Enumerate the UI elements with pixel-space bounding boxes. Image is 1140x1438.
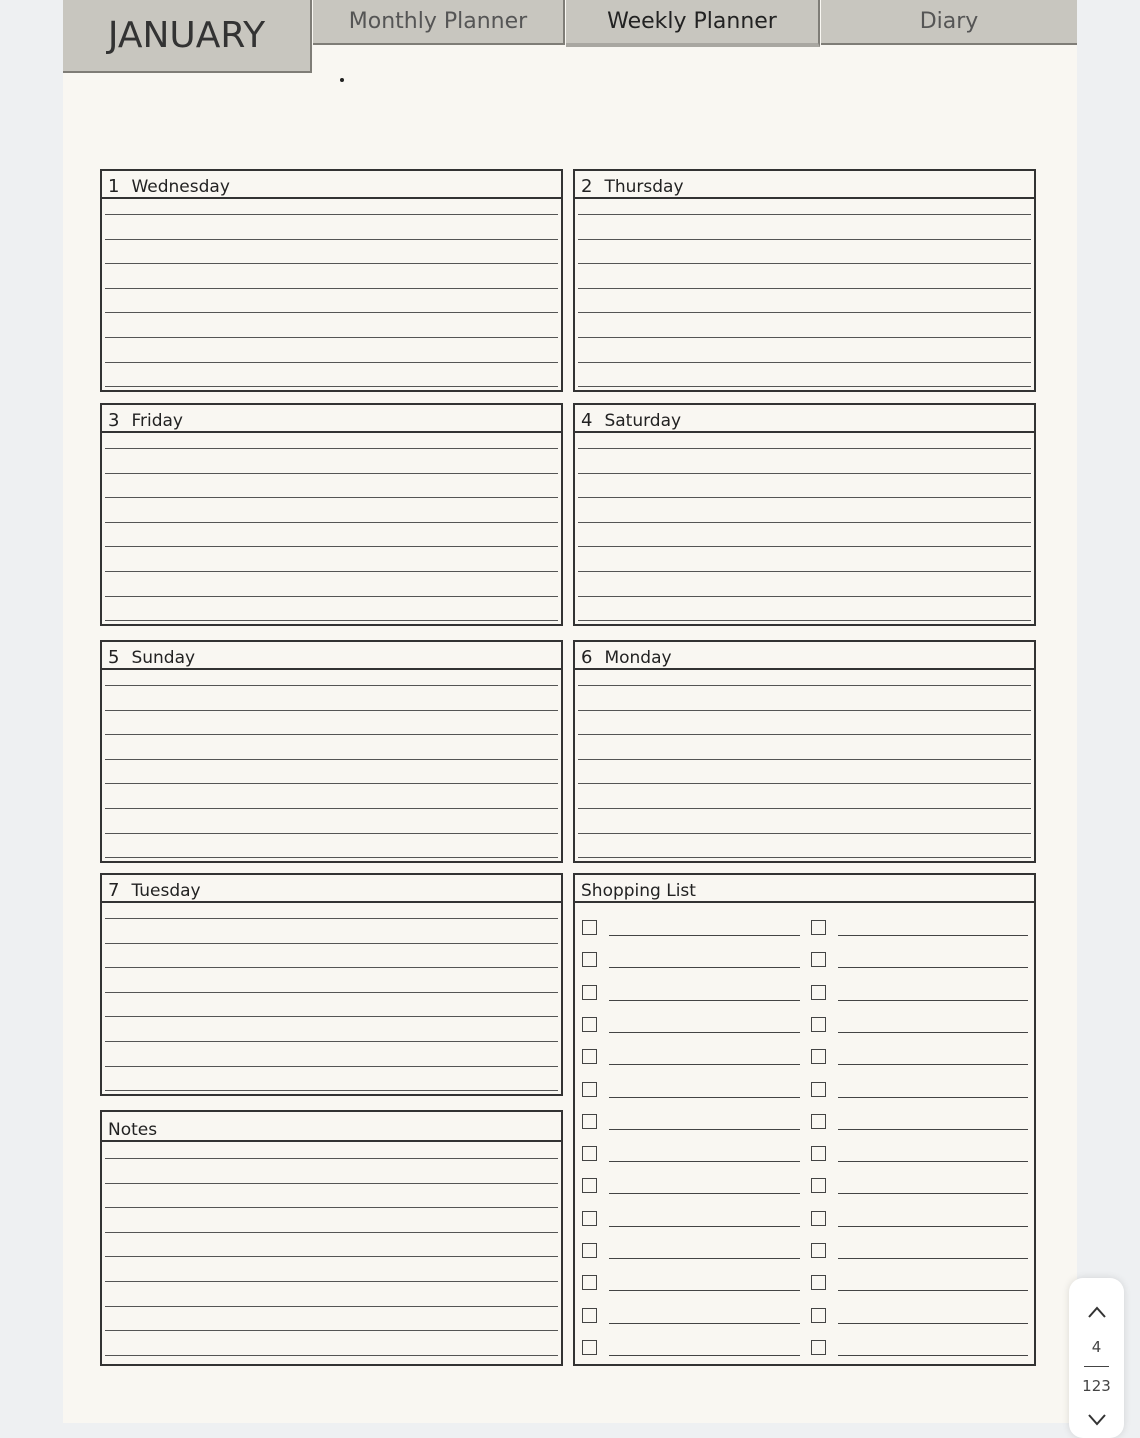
writing-line[interactable] — [578, 596, 1031, 597]
writing-line[interactable] — [578, 759, 1031, 760]
writing-line[interactable] — [105, 967, 558, 968]
writing-line[interactable] — [105, 808, 558, 809]
day-number: 5 — [108, 647, 120, 668]
day-box[interactable] — [100, 873, 563, 1096]
shopping-checkbox[interactable] — [582, 1340, 597, 1355]
writing-line[interactable] — [105, 734, 558, 735]
writing-line[interactable] — [105, 943, 558, 944]
shopping-item-line[interactable] — [838, 1290, 1028, 1291]
shopping-checkbox[interactable] — [811, 1114, 826, 1129]
writing-line[interactable] — [105, 312, 558, 313]
writing-line[interactable] — [105, 1355, 558, 1356]
writing-line[interactable] — [105, 620, 558, 621]
shopping-item-line[interactable] — [609, 1258, 800, 1259]
writing-line[interactable] — [578, 522, 1031, 523]
bullet-dot — [340, 78, 344, 82]
notes-header — [102, 1112, 561, 1142]
shopping-item-line[interactable] — [838, 1064, 1028, 1065]
shopping-checkbox[interactable] — [811, 920, 826, 935]
shopping-checkbox[interactable] — [582, 985, 597, 1000]
shopping-item-line[interactable] — [609, 1323, 800, 1324]
day-header — [575, 642, 1034, 670]
month-tab[interactable]: JANUARY — [63, 0, 312, 73]
writing-line[interactable] — [578, 448, 1031, 449]
day-header — [102, 405, 561, 433]
shopping-checkbox[interactable] — [811, 1049, 826, 1064]
page-navigator — [1069, 1278, 1124, 1438]
writing-line[interactable] — [105, 1232, 558, 1233]
shopping-checkbox[interactable] — [811, 1017, 826, 1032]
writing-line[interactable] — [105, 1330, 558, 1331]
shopping-item-line[interactable] — [838, 1000, 1028, 1001]
writing-line[interactable] — [105, 1066, 558, 1067]
total-pages: 123 — [1082, 1377, 1111, 1395]
shopping-checkbox[interactable] — [582, 1146, 597, 1161]
shopping-list-header — [575, 875, 1034, 903]
shopping-item-line[interactable] — [838, 967, 1028, 968]
writing-line[interactable] — [105, 1256, 558, 1257]
writing-line[interactable] — [105, 1183, 558, 1184]
day-box[interactable] — [100, 640, 563, 863]
writing-line[interactable] — [105, 685, 558, 686]
day-name: Monday — [604, 648, 672, 668]
day-name: Thursday — [604, 177, 684, 197]
writing-line[interactable] — [105, 497, 558, 498]
writing-line[interactable] — [105, 448, 558, 449]
shopping-checkbox[interactable] — [811, 1340, 826, 1355]
shopping-item-line[interactable] — [609, 935, 800, 936]
writing-line[interactable] — [105, 546, 558, 547]
shopping-item-line[interactable] — [609, 1290, 800, 1291]
day-number: 1 — [108, 176, 120, 197]
day-header — [102, 642, 561, 670]
shopping-item-line[interactable] — [609, 1000, 800, 1001]
day-header — [102, 875, 561, 903]
shopping-item-line[interactable] — [609, 1355, 800, 1356]
writing-line[interactable] — [578, 288, 1031, 289]
writing-line[interactable] — [578, 239, 1031, 240]
writing-line[interactable] — [105, 759, 558, 760]
shopping-checkbox[interactable] — [582, 1017, 597, 1032]
shopping-checkbox[interactable] — [582, 1243, 597, 1258]
writing-line[interactable] — [578, 833, 1031, 834]
writing-line[interactable] — [105, 1207, 558, 1208]
shopping-checkbox[interactable] — [811, 1146, 826, 1161]
day-number: 4 — [581, 410, 593, 431]
writing-line[interactable] — [578, 337, 1031, 338]
shopping-item-line[interactable] — [838, 1226, 1028, 1227]
writing-line[interactable] — [578, 312, 1031, 313]
writing-line[interactable] — [105, 857, 558, 858]
writing-line[interactable] — [578, 546, 1031, 547]
day-name: Tuesday — [131, 881, 201, 901]
day-header — [575, 171, 1034, 199]
shopping-item-line[interactable] — [838, 1193, 1028, 1194]
writing-line[interactable] — [105, 362, 558, 363]
shopping-item-line[interactable] — [609, 1193, 800, 1194]
shopping-checkbox[interactable] — [811, 1308, 826, 1323]
shopping-checkbox[interactable] — [582, 1082, 597, 1097]
current-page: 4 — [1091, 1338, 1102, 1356]
shopping-item-line[interactable] — [838, 1097, 1028, 1098]
shopping-list-title: Shopping List — [581, 881, 696, 901]
writing-line[interactable] — [105, 214, 558, 215]
writing-line[interactable] — [105, 263, 558, 264]
shopping-checkbox[interactable] — [811, 1178, 826, 1193]
shopping-checkbox[interactable] — [811, 1211, 826, 1226]
day-name: Friday — [131, 411, 183, 431]
day-box[interactable] — [100, 169, 563, 392]
writing-line[interactable] — [578, 362, 1031, 363]
shopping-item-line[interactable] — [609, 1129, 800, 1130]
shopping-item-line[interactable] — [838, 1258, 1028, 1259]
writing-line[interactable] — [578, 734, 1031, 735]
notes-box[interactable] — [100, 1110, 563, 1366]
writing-line[interactable] — [578, 214, 1031, 215]
writing-line[interactable] — [105, 1090, 558, 1091]
shopping-checkbox[interactable] — [811, 1082, 826, 1097]
writing-line[interactable] — [105, 337, 558, 338]
shopping-item-line[interactable] — [609, 1032, 800, 1033]
shopping-checkbox[interactable] — [582, 1114, 597, 1129]
chevron-down-icon[interactable] — [1087, 1408, 1107, 1432]
writing-line[interactable] — [578, 857, 1031, 858]
day-number: 6 — [581, 647, 593, 668]
writing-line[interactable] — [578, 620, 1031, 621]
page-divider — [1084, 1366, 1109, 1367]
shopping-checkbox[interactable] — [811, 1243, 826, 1258]
day-name: Wednesday — [131, 177, 230, 197]
writing-line[interactable] — [105, 288, 558, 289]
day-name: Sunday — [131, 648, 196, 668]
writing-line[interactable] — [578, 386, 1031, 387]
writing-line[interactable] — [105, 239, 558, 240]
writing-line[interactable] — [578, 263, 1031, 264]
shopping-item-line[interactable] — [838, 1161, 1028, 1162]
day-box[interactable] — [100, 403, 563, 626]
writing-line[interactable] — [105, 386, 558, 387]
writing-line[interactable] — [105, 1158, 558, 1159]
shopping-checkbox[interactable] — [582, 1308, 597, 1323]
shopping-item-line[interactable] — [838, 1323, 1028, 1324]
shopping-checkbox[interactable] — [811, 1275, 826, 1290]
day-box[interactable] — [573, 640, 1036, 863]
writing-line[interactable] — [578, 497, 1031, 498]
shopping-checkbox[interactable] — [582, 952, 597, 967]
shopping-checkbox[interactable] — [582, 920, 597, 935]
day-number: 3 — [108, 410, 120, 431]
writing-line[interactable] — [105, 710, 558, 711]
writing-line[interactable] — [578, 783, 1031, 784]
writing-line[interactable] — [578, 571, 1031, 572]
notes-title: Notes — [108, 1120, 158, 1140]
writing-line[interactable] — [105, 522, 558, 523]
shopping-checkbox[interactable] — [582, 1049, 597, 1064]
writing-line[interactable] — [105, 571, 558, 572]
shopping-checkbox[interactable] — [811, 985, 826, 1000]
day-header — [575, 405, 1034, 433]
shopping-list-box — [573, 873, 1036, 1366]
shopping-item-line[interactable] — [838, 1032, 1028, 1033]
writing-line[interactable] — [105, 833, 558, 834]
shopping-item-line[interactable] — [838, 1129, 1028, 1130]
writing-line[interactable] — [105, 473, 558, 474]
shopping-item-line[interactable] — [838, 1355, 1028, 1356]
writing-line[interactable] — [105, 1281, 558, 1282]
shopping-item-line[interactable] — [838, 935, 1028, 936]
shopping-checkbox[interactable] — [811, 952, 826, 967]
chevron-up-icon[interactable] — [1087, 1300, 1107, 1324]
day-name: Saturday — [604, 411, 682, 431]
day-box[interactable] — [573, 403, 1036, 626]
writing-line[interactable] — [105, 1306, 558, 1307]
shopping-item-line[interactable] — [609, 1161, 800, 1162]
writing-line[interactable] — [105, 1041, 558, 1042]
shopping-item-line[interactable] — [609, 1064, 800, 1065]
shopping-checkbox[interactable] — [582, 1275, 597, 1290]
writing-line[interactable] — [578, 473, 1031, 474]
shopping-checkbox[interactable] — [582, 1178, 597, 1193]
writing-line[interactable] — [578, 808, 1031, 809]
day-header — [102, 171, 561, 199]
tab-weekly-planner[interactable]: Weekly Planner — [566, 0, 820, 47]
shopping-checkbox[interactable] — [582, 1211, 597, 1226]
writing-line[interactable] — [578, 710, 1031, 711]
shopping-item-line[interactable] — [609, 1097, 800, 1098]
day-number: 7 — [108, 880, 120, 901]
writing-line[interactable] — [578, 685, 1031, 686]
shopping-item-line[interactable] — [609, 967, 800, 968]
writing-line[interactable] — [105, 783, 558, 784]
shopping-item-line[interactable] — [609, 1226, 800, 1227]
tab-monthly-planner[interactable]: Monthly Planner — [313, 0, 565, 45]
day-number: 2 — [581, 176, 593, 197]
writing-line[interactable] — [105, 918, 558, 919]
writing-line[interactable] — [105, 992, 558, 993]
writing-line[interactable] — [105, 1016, 558, 1017]
tab-diary[interactable]: Diary — [821, 0, 1077, 45]
day-box[interactable] — [573, 169, 1036, 392]
writing-line[interactable] — [105, 596, 558, 597]
